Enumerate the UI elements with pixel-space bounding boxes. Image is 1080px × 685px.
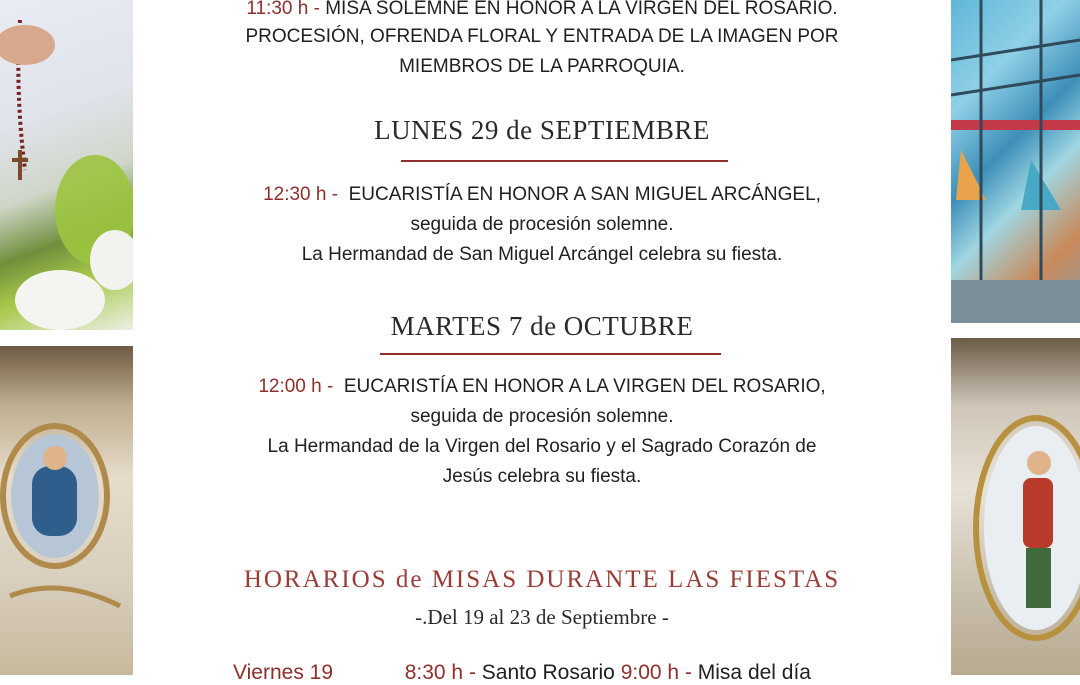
schedule-row-time1: 8:30 h -: [404, 661, 476, 684]
schedule-row-item2: Misa del día: [697, 661, 811, 684]
schedule-row-day: Viernes 19: [233, 661, 334, 684]
sunday-event-line3: MIEMBROS DE LA PARROQUIA.: [399, 56, 685, 77]
schedule-row: [233, 661, 811, 685]
tuesday-line4: Jesús celebra su fiesta.: [442, 466, 642, 487]
tuesday-line2: seguida de procesión solemne.: [410, 406, 674, 427]
virgin-banner-photo: [0, 346, 133, 675]
schedule-row-time2: 9:00 h -: [620, 661, 692, 684]
tuesday-line1: 12:00 h - EUCARISTÍA EN HONOR A LA VIRGEN DEL ROSARIO,: [258, 376, 826, 397]
sunday-event-line1: 11:30 h - MISA SOLEMNE EN HONOR A LA VIRGEN DEL ROSARIO.: [246, 0, 838, 19]
monday-line2: seguida de procesión solemne.: [410, 214, 674, 235]
schedule-row-item1: Santo Rosario: [481, 661, 615, 684]
sunday-event-line2: PROCESIÓN, OFRENDA FLORAL Y ENTRADA DE LA IMAGEN POR: [245, 26, 839, 47]
tuesday-divider: [380, 353, 721, 355]
saint-banner-photo: [951, 338, 1080, 675]
stained-glass-photo: [951, 0, 1080, 323]
schedule-dates: -.Del 19 al 23 de Septiembre -: [415, 605, 669, 629]
tuesday-line3: La Hermandad de la Virgen del Rosario y el Sagrado Corazón de: [267, 436, 817, 457]
rosary-flowers-photo: [0, 0, 133, 330]
tuesday-heading: MARTES 7 de OCTUBRE: [390, 311, 694, 341]
program-text: [133, 0, 951, 684]
monday-divider: [401, 160, 728, 162]
schedule-title: HORARIOS de MISAS DURANTE LAS FIESTAS: [243, 566, 841, 593]
monday-line1: 12:30 h - EUCARISTÍA EN HONOR A SAN MIGUEL ARCÁNGEL,: [263, 184, 821, 205]
monday-line3: La Hermandad de San Miguel Arcángel celebra su fiesta.: [301, 244, 783, 265]
monday-heading: LUNES 29 de SEPTIEMBRE: [374, 115, 710, 145]
